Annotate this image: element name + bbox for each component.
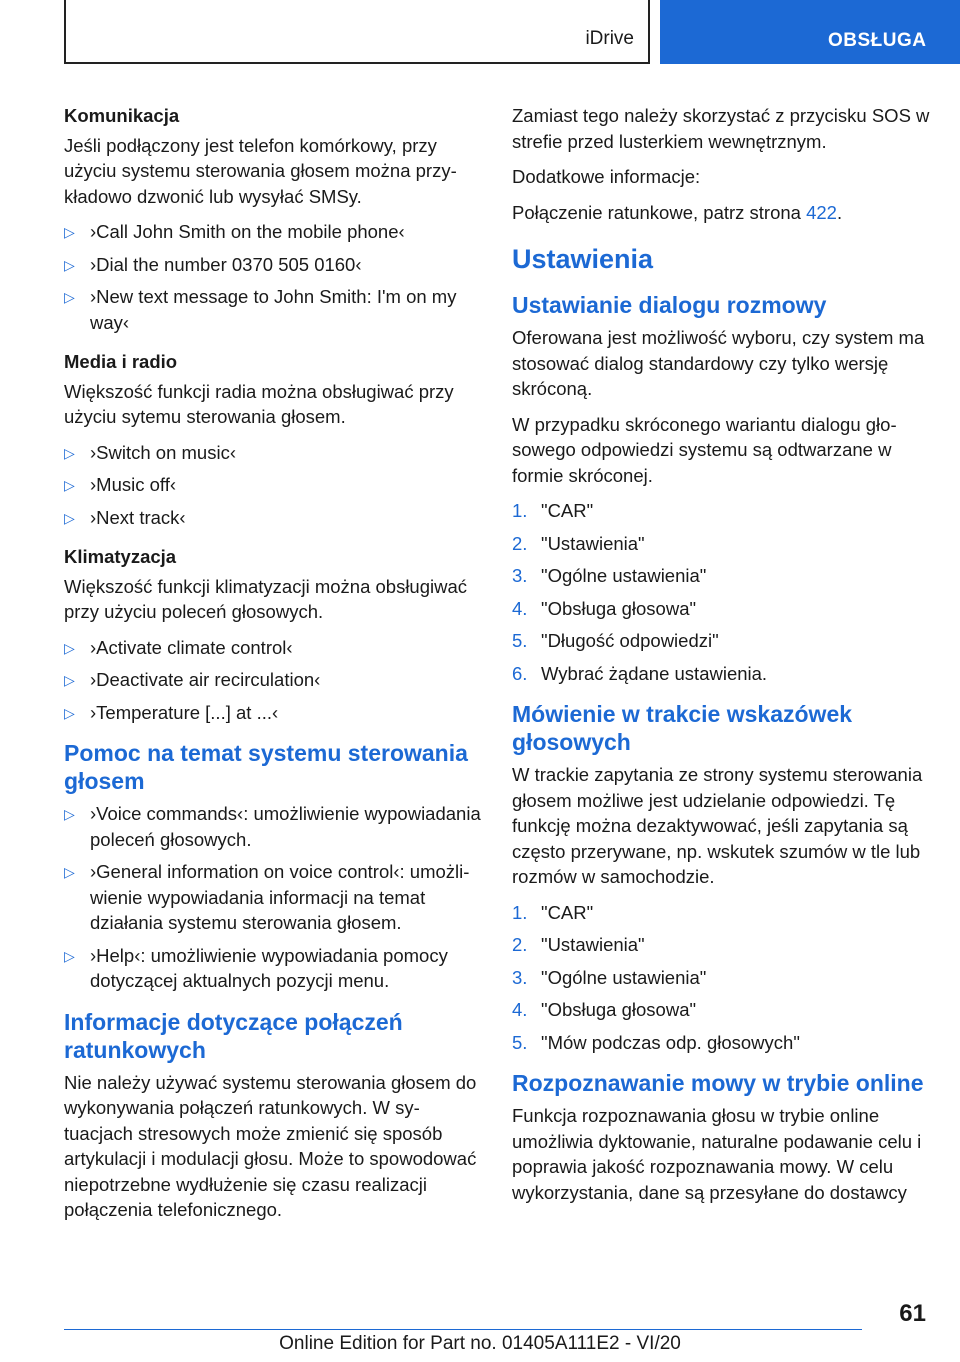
mowienie-steps — [512, 900, 930, 1056]
footer-divider — [64, 1329, 862, 1330]
step-text: "Ogólne ustawienia" — [541, 565, 707, 586]
step-number: 5. — [512, 1031, 528, 1053]
header-box — [64, 0, 650, 64]
dialog-steps — [512, 498, 930, 686]
bullet-text: ›New text message to John Smith: I'm on my way‹ — [90, 286, 457, 333]
emergency-ref-text: Połączenie ratunkowe, patrz strona — [512, 201, 801, 223]
step-item — [512, 900, 930, 926]
triangle-right-icon: ▷ — [64, 864, 75, 880]
step-item — [512, 563, 930, 589]
emergency-page-link[interactable]: 422 — [806, 201, 837, 223]
info-text: Nie należy używać systemu sterowania głosem do wykonywania połączeń ratunkowych. W sytuacjach stresowych może zmienić się sposób artykulacji i modulacji głosu. Może to spowodować niepotrzebne wydłużenie się czasu realizacji połączenia telefonicznego. — [64, 1071, 477, 1220]
komunikacja-text: Jeśli podłączony jest telefon komórkowy, przy użyciu systemu sterowania głosem można przykładowo dzwonić lub wysyłać SMSy. — [64, 134, 457, 207]
step-text: "CAR" — [541, 901, 594, 923]
page-number: 61 — [899, 1300, 926, 1327]
bullet-item — [64, 505, 482, 531]
online-heading: Rozpoznawanie mowy w trybie online — [512, 1070, 924, 1096]
bullet-text: ›Voice commands‹: umożliwienie wypowiadania poleceń głosowych. — [90, 803, 481, 850]
left-column — [64, 103, 482, 1233]
additional-label: Dodatkowe informacje: — [512, 166, 701, 187]
step-text: "CAR" — [541, 500, 594, 521]
step-number: 1. — [512, 500, 528, 521]
step-item — [512, 628, 930, 654]
step-item — [512, 997, 930, 1023]
mowienie-text: W trackie zapytania ze strony systemu sterowania głosem możliwe jest udzielanie odpowiedzi. Tę funkcję można dezaktywować, jeśli zapytania są często przerywane, np. wskutek szumów w tle lub rozmów w samochodzie. — [512, 764, 923, 887]
step-item — [512, 1030, 930, 1056]
triangle-right-icon: ▷ — [64, 289, 75, 305]
header-section-label: OBSŁUGA — [828, 30, 927, 51]
triangle-right-icon: ▷ — [64, 947, 75, 964]
footer-edition: Online Edition for Part no. 01405A111E2 - VI/20 — [279, 1333, 681, 1354]
bullet-text: ›Music off‹ — [90, 474, 177, 495]
step-number: 4. — [512, 597, 528, 619]
triangle-right-icon: ▷ — [64, 444, 75, 461]
mowienie-heading: Mówienie w trakcie wskazówek głosowych — [512, 701, 853, 755]
step-item — [512, 965, 930, 991]
bullet-text: ›Switch on music‹ — [90, 441, 236, 463]
step-number: 3. — [512, 966, 528, 988]
step-number: 4. — [512, 999, 528, 1020]
bullet-text: ›Temperature [...] at ...‹ — [90, 701, 279, 723]
step-number: 6. — [512, 662, 528, 684]
step-item — [512, 661, 930, 687]
triangle-right-icon: ▷ — [64, 256, 75, 273]
bullet-text: ›Call John Smith on the mobile phone‹ — [90, 221, 405, 242]
bullet-item — [64, 252, 482, 278]
triangle-right-icon: ▷ — [64, 509, 75, 526]
dialog-text-2: W przypadku skróconego wariantu dialogu głosowego odpowiedzi systemu są odtwarzane w formie skróconej. — [512, 413, 897, 486]
step-text: "Obsługa głosowa" — [541, 597, 697, 619]
bullet-text: ›Activate climate control‹ — [90, 636, 293, 658]
media-title: Media i radio — [64, 351, 178, 372]
bullet-text: ›Deactivate air recirculation‹ — [90, 669, 321, 690]
bullet-item — [64, 219, 482, 245]
step-item — [512, 531, 930, 557]
step-text: "Ustawienia" — [541, 532, 645, 554]
bullet-item — [64, 472, 482, 498]
step-text: "Obsługa głosowa" — [541, 999, 697, 1020]
bullet-text: ›Help‹: umożliwienie wypowiadania pomocy dotyczącej aktualnych pozycji menu. — [90, 944, 448, 991]
step-number: 2. — [512, 934, 528, 955]
klima-list — [64, 635, 482, 726]
dialog-text-1: Oferowana jest możliwość wyboru, czy system ma stosować dialog standardowy czy tylko wersję skróconą. — [512, 327, 925, 399]
step-number: 2. — [512, 532, 528, 554]
bullet-item — [64, 943, 482, 994]
step-item — [512, 498, 930, 524]
komunikacja-title: Komunikacja — [64, 105, 180, 126]
right-column — [512, 103, 930, 1215]
bullet-item — [64, 635, 482, 661]
dialog-heading: Ustawianie dialogu rozmowy — [512, 292, 827, 318]
media-text: Większość funkcji radia można obsługiwać przy użyciu sytemu sterowania głosem. — [64, 380, 454, 427]
step-text: "Długość odpowiedzi" — [541, 630, 719, 651]
header-title: iDrive — [585, 28, 634, 49]
klima-text: Większość funkcji klimatyzacji można obsługiwać przy użyciu poleceń głosowych. — [64, 575, 468, 622]
step-number: 5. — [512, 630, 528, 651]
bullet-item — [64, 700, 482, 726]
bullet-item — [64, 440, 482, 466]
triangle-right-icon: ▷ — [64, 806, 75, 822]
klima-title: Klimatyzacja — [64, 546, 177, 567]
triangle-right-icon: ▷ — [64, 672, 75, 688]
bullet-item — [64, 859, 482, 936]
bullet-text: ›Dial the number 0370 505 0160‹ — [90, 253, 362, 275]
bullet-text: ›Next track‹ — [90, 506, 186, 528]
pomoc-list — [64, 801, 482, 994]
emergency-ref-dot: . — [836, 201, 843, 223]
triangle-right-icon: ▷ — [64, 477, 75, 493]
triangle-right-icon: ▷ — [64, 704, 75, 721]
info-heading: Informacje dotyczące połączeń ratunkowych — [64, 1008, 403, 1063]
step-text: "Ustawienia" — [541, 934, 645, 955]
bullet-item — [64, 801, 482, 852]
step-text: "Mów podczas odp. głosowych" — [541, 1031, 800, 1053]
step-item — [512, 596, 930, 622]
step-item — [512, 932, 930, 958]
triangle-right-icon: ▷ — [64, 639, 75, 656]
step-number: 1. — [512, 901, 528, 923]
step-text: "Ogólne ustawienia" — [541, 966, 707, 988]
triangle-right-icon: ▷ — [64, 224, 75, 240]
step-number: 3. — [512, 565, 528, 586]
online-text: Funkcja rozpoznawania głosu w trybie online umożliwia dyktowanie, naturalne podawanie celu i poprawia jakość rozpoznawania mowy. W celu wykorzystania, dane są przesyłane do dostawcy — [512, 1105, 922, 1203]
pomoc-heading: Pomoc na temat systemu sterowania głosem — [64, 740, 468, 794]
header-section-tab[interactable] — [660, 0, 960, 64]
bullet-text: ›General information on voice control‹: umożliwienie wypowiadania informacji na temat działania systemu sterowania głosem. — [90, 861, 470, 933]
ustawienia-heading: Ustawienia — [512, 244, 654, 274]
bullet-item — [64, 667, 482, 693]
sos-text: Zamiast tego należy skorzystać z przycisku SOS w strefie przed lusterkiem wewnętrznym. — [512, 105, 930, 152]
bullet-item — [64, 284, 482, 335]
emergency-ref — [512, 200, 930, 226]
step-text: Wybrać żądane ustawienia. — [541, 662, 768, 684]
media-list — [64, 440, 482, 531]
komunikacja-list — [64, 219, 482, 335]
